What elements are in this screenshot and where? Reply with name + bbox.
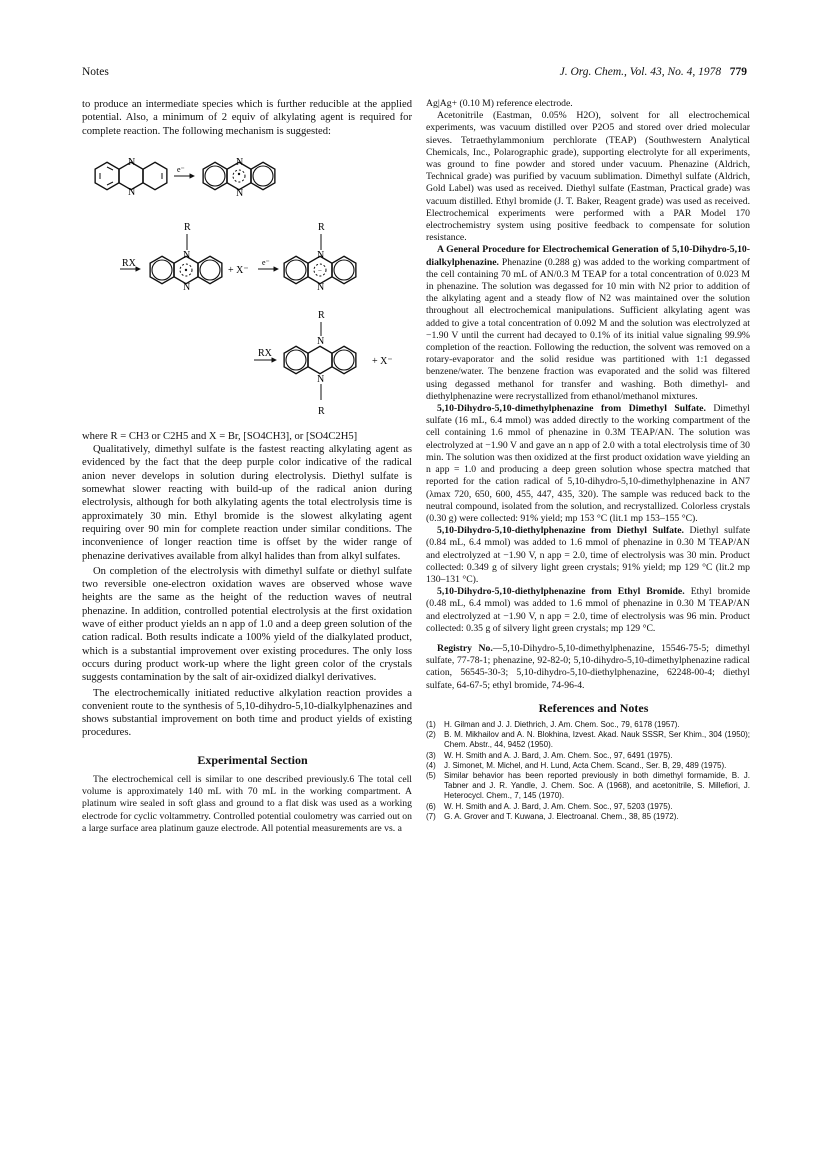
materials-paragraph: Acetonitrile (Eastman, 0.05% H2O), solvent for all electrochemical experiments, was vacuum distilled over P2O5 and stored over dried molecular sieves. Tetraethylammonium perchlorate (TEAP) (Southwestern Analytical Chemicals, Inc., Polarographic grade), supporting electrolyte for all experiments, was ground to fine powder and stored under vacuum. Phenazine (Aldrich, Technical grade) was purified by vacuum sublimation. Dimethyl sulfate (Aldrich, Gold Label) was used as received. Diethyl sulfate (Eastman, Practical grade) was vacuum distilled. Ethyl bromide (J. T. Baker, Reagent grade) was used as received. Electrochemical experiments were performed with a PAR Model 170 electrochemistry system using positive feedback to compensate for solution resistance.	[426, 110, 750, 244]
plus-anion-label: + X⁻	[372, 355, 393, 367]
references-title: References and Notes	[538, 700, 649, 715]
right-column	[426, 98, 750, 822]
running-header-right	[532, 66, 747, 78]
r-group-label: R	[318, 221, 325, 233]
r-group-label: R	[184, 221, 191, 233]
reference-text: W. H. Smith and A. J. Bard, J. Am. Chem. Soc., 97, 6491 (1975).	[444, 750, 673, 760]
intro-paragraph: to produce an intermediate species which is further reducible at the applied potential. Also, a minimum of 2 equiv of alkylating agent is required for complete reaction. The following mechanism is suggested:	[82, 99, 412, 137]
ethyl-bromide-procedure-text: Ethyl bromide (0.48 mL, 6.4 mmol) was added to 1.6 mmol of phenazine in 0.30 M TEAP/AN and electrolyzed at −1.90 V, n app = 2.0, time of electrolysis was 96 min. Product collected: 0.35 g of silvery light green crystals; mp 129 °C.	[426, 586, 750, 634]
reaction-mechanism	[82, 138, 412, 430]
reference-item	[426, 720, 750, 730]
nitrogen-label: N	[183, 281, 191, 293]
dialkylphenazine-structure	[284, 336, 356, 385]
reference-text: G. A. Grover and T. Kuwana, J. Electroanal. Chem., 38, 85 (1972).	[444, 811, 679, 821]
reference-number: (7)	[426, 811, 436, 821]
reference-item	[426, 812, 750, 822]
reference-electrode-text: Ag|Ag+ (0.10 M) reference electrode.	[426, 98, 573, 109]
r-group-label: R	[318, 309, 325, 321]
electron-label: e⁻	[262, 257, 270, 267]
registry-text: —5,10-Dihydro-5,10-dimethylphenazine, 15546-75-5; dimethyl sulfate, 77-78-1; phenazine, 92-82-0; 5,10-dihydro-5,10-dimethylphenazine radical cation, 56545-30-3; 5,10-dihydro-5,10-diethylphenazine, 62248-00-4; diethyl sulfate, 64-67-5; ethyl bromide, 74-96-4.	[426, 642, 750, 691]
reference-number: (2)	[426, 730, 436, 740]
svg-text:−: −	[318, 266, 322, 275]
reference-item	[426, 771, 750, 802]
alkylated-radical-structure	[150, 250, 222, 293]
reference-item	[426, 730, 750, 750]
running-header-left: Notes	[82, 66, 109, 78]
journal-citation: J. Org. Chem., Vol. 43, No. 4, 1978	[559, 66, 722, 78]
reference-item	[426, 751, 750, 761]
nitrogen-label: N	[183, 249, 191, 261]
reference-text: B. M. Mikhailov and A. N. Blokhina, Izvest. Akad. Nauk SSSR, Ser Khim., 304 (1950); Chem. Abstr., 44, 9452 (1950).	[444, 730, 750, 750]
ethyl-bromide-procedure-title: 5,10-Dihydro-5,10-diethylphenazine from Ethyl Bromide.	[437, 586, 685, 598]
electron-label: e⁻	[177, 164, 185, 174]
experimental-paragraph: The electrochemical cell is similar to one described previously.6 The total cell volume is approximately 140 mL with 70 mL in the working compartment. A platinum wire sealed in soft glass and ground to a flat disk was used as a working electrode for cyclic voltammetry. Controlled potential coulometry was carried out on a large surface area platinum gauze electrode. All potential measurements are vs. a	[82, 774, 412, 834]
nitrogen-label: N	[128, 186, 136, 198]
general-procedure-title: A General Procedure for Electrochemical Generation of 5,10-Dihydro-5,10-dialkylphenazine.	[426, 244, 750, 268]
r-group-label: R	[318, 405, 325, 417]
nitrogen-label: N	[317, 373, 325, 385]
dimethyl-procedure-title: 5,10-Dihydro-5,10-dimethylphenazine from Dimethyl Sulfate.	[437, 403, 706, 415]
reference-number: (5)	[426, 770, 436, 780]
reference-number: (3)	[426, 750, 436, 760]
reference-item	[426, 802, 750, 812]
alkylated-anion-structure	[284, 250, 356, 293]
section-title: Experimental Section	[197, 752, 308, 767]
yield-paragraph: On completion of the electrolysis with dimethyl sulfate or diethyl sulfate two reversible one-electron oxidation waves are observed whose wave heights are the same as the height of the reduction waves of neutral phenazine. In addition, controlled potential electrolysis at the first oxidation wave of either product yields an n app of 1.0 and a deep green solution of the cation radical. Both results indicate a 100% yield of the dialkylated product, which is a substantial improvement over existing procedures. The only loss occurs during product work-up where the light green color of the crystals suggests contamination by the salt of air-oxidized dialkyl derivatives.	[82, 565, 412, 684]
dimethyl-procedure-text: Dimethyl sulfate (16 mL, 6.4 mmol) was added directly to the working compartment of the cell containing 1.6 mmol of phenazine in 0.3M TEAP/AN. The solution was electrolyzed at −1.90 V and gave an n app of 2.0 with a total electrolysis time of 30 min. The solution was then oxidized at the first product oxidation wave yielding an n app = 1.0 and producing a deep green solution whose spectra matched that reported for the cation radical of 5,10-dihydro-5,10-dimethylphenazine in AN7 (λmax 720, 650, 600, 455, 447, 435, 320). The sample was reduced back to the neutral compound, isolated from the solution, and recrystallized. Colorless crystals (0.30 g) were collected: 91% yield; mp 153 °C (lit.1 mp 153–155 °C).	[426, 403, 750, 524]
nitrogen-label: N	[317, 281, 325, 293]
nitrogen-label: N	[317, 249, 325, 261]
reference-list	[426, 720, 750, 822]
reference-text: W. H. Smith and A. J. Bard, J. Am. Chem. Soc., 97, 5203 (1975).	[444, 801, 673, 811]
page-number: 779	[729, 66, 747, 78]
nitrogen-label: N	[236, 187, 244, 199]
reference-item	[426, 761, 750, 771]
phenazine-structure	[95, 157, 167, 198]
registry-title: Registry No.	[437, 642, 493, 654]
rx-label: RX	[258, 347, 272, 359]
diethyl-sulfate-procedure-title: 5,10-Dihydro-5,10-diethylphenazine from Diethyl Sulfate.	[437, 525, 684, 537]
nitrogen-label: N	[317, 335, 325, 347]
radical-anion-structure	[203, 157, 275, 199]
reference-text: H. Gilman and J. J. Diethrich, J. Am. Chem. Soc., 79, 6178 (1957).	[444, 719, 680, 729]
diethyl-sulfate-procedure-text: Diethyl sulfate (0.84 mL, 6.4 mmol) was added to 1.6 mmol of phenazine in 0.30 M TEAP/AN and electrolyzed at −1.90 V, n app = 2.0, time of electrolysis was 30 min. Product collected: 0.349 g of silvery light green crystals; 91% yield; mp 129 °C (lit.2 mp 130–131 °C).	[426, 525, 750, 585]
nitrogen-label: N	[236, 156, 244, 168]
nitrogen-label: N	[128, 156, 136, 168]
substituent-definition: where R = CH3 or C2H5 and X = Br, [SO4CH3], or [SO4C2H5]	[82, 430, 358, 442]
reference-text: Similar behavior has been reported previously in both dimethyl formamide, B. J. Tabner and J. R. Yandle, J. Chem. Soc. A (1968), and acetonitrile, S. Millefiori, J. Heterocycl. Chem., 7, 145 (1970).	[444, 770, 750, 801]
reference-number: (1)	[426, 719, 436, 729]
conclusion-paragraph: The electrochemically initiated reductive alkylation reaction provides a convenient route to the synthesis of 5,10-dihydro-5,10-dialkylphenazines and shows substantial improvement on both time and product yields of existing procedures.	[82, 687, 412, 739]
general-procedure-text: Phenazine (0.288 g) was added to the working compartment of the cell containing 70 mL of AN/0.3 M TEAP for a total concentration of 0.023 M in phenazine. The solution was degassed for 10 min with N2 prior to addition of the alkylating agent and a steady flow of N2 was maintained over the solution throughout all electrochemical manipulations. Sufficient alkylating agent was added to give a total concentration of 0.092 M and the solution was electrolyzed at −1.90 V until the current had decayed to 0.1% of its initial value signaling 99.9% completion of the reaction. Following the reduction, the solvent was removed on a rotary-evaporator and the solid residue was partitioned with 1:1 degassed benzene/water. The benzene fraction was evaporated and the solid was filtered using degassed methanol for transfer and washing. Both dimethyl- and diethylphenazine were recrystallized from ethanol/methanol mixtures.	[426, 256, 751, 402]
reference-number: (6)	[426, 801, 436, 811]
rate-paragraph: Qualitatively, dimethyl sulfate is the fastest reacting alkylating agent as evidenced by the fact that the deep purple color indicative of the radical anion never develops in solution during electrolysis. Diethyl sulfate is somewhat slower reacting with build-up of the radical anion during electrolysis, although for both alkylating agents the total electrolysis time is approximately 30 min. Ethyl bromide is the slowest alkylating agent requiring over 90 min for complete reaction under similar conditions. The inconvenience of longer reaction time is offset by the wider range of phenazine derivatives available from alkyl halides than from alkyl sulfates.	[82, 444, 412, 562]
plus-anion-label: + X⁻	[228, 264, 249, 276]
reference-number: (4)	[426, 760, 436, 770]
reference-text: J. Simonet, M. Michel, and H. Lund, Acta Chem. Scand., Ser. B, 29, 489 (1975).	[444, 760, 727, 770]
left-column	[82, 98, 412, 835]
rx-label: RX	[122, 257, 136, 269]
